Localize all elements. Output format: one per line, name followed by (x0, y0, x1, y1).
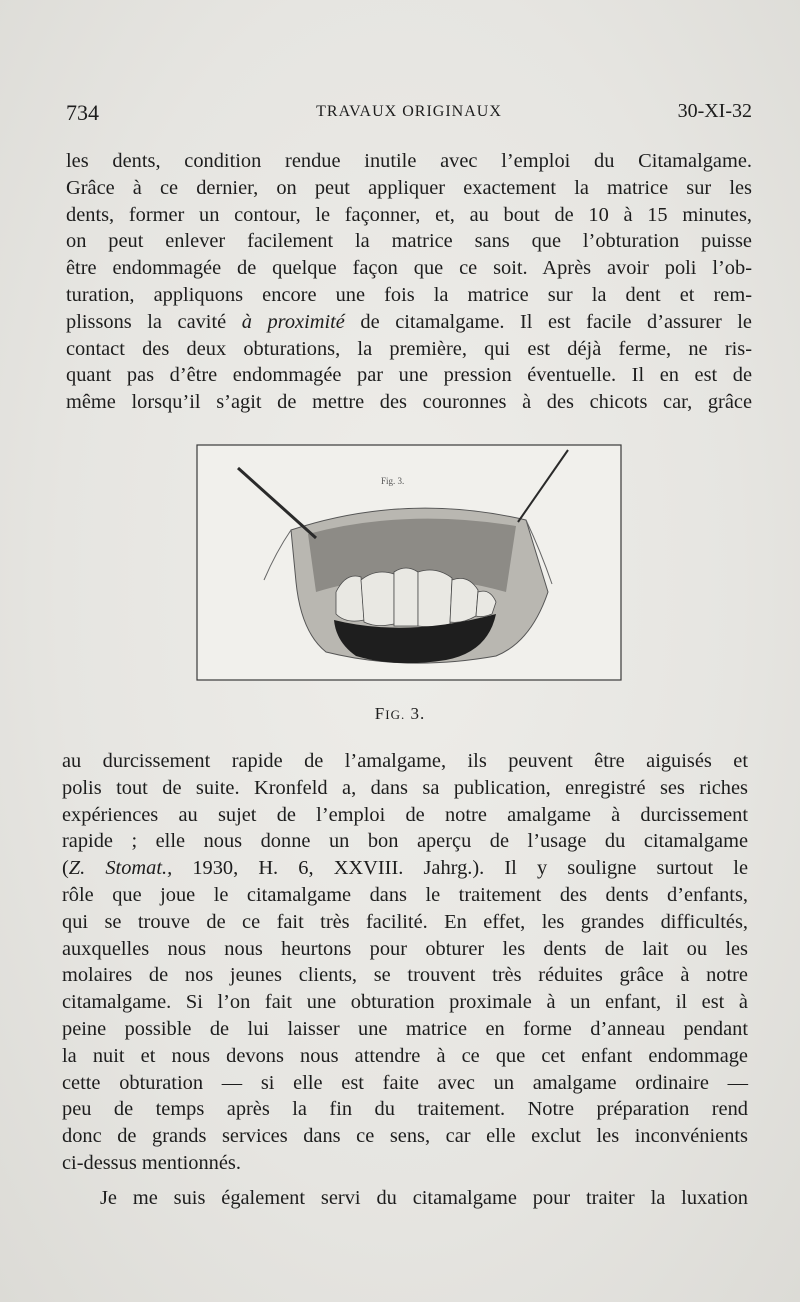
paragraph-2 (62, 748, 748, 1177)
text-line: rapide ; elle nous donne un bon aperçu de l’usage du citamalgame (62, 830, 748, 853)
text-line: turation, appliquons encore une fois la matrice sur la dent et rem- (66, 283, 752, 306)
text-line: quant pas d’être endommagée par une pression éventuelle. Il en est de (66, 364, 752, 387)
text-line: citamalgame. Si l’on fait une obturation proximale à un enfant, il est à (62, 991, 748, 1014)
text-line-citation (62, 855, 748, 882)
page-number: 734 (66, 100, 99, 125)
text-line: les dents, condition rendue inutile avec l’emploi du Citamalgame. (66, 150, 752, 172)
text-segment: 1930, H. 6, XXVIII. Jahrg.). Il y souligne surtout le (172, 857, 748, 880)
text-line: même lorsqu’il s’agit de mettre des couronnes à des chicots car, grâce (66, 391, 752, 414)
text-line-with-italic (66, 309, 752, 336)
text-line: la nuit et nous devons nous attendre à ce que cet enfant endommage (62, 1044, 748, 1067)
text-line: auxquelles nous nous heurtons pour obturer les dents de lait ou les (62, 937, 748, 960)
text-segment: ( (62, 857, 69, 880)
text-line: molaires de nos jeunes clients, se trouvent très réduites grâce à notre (62, 964, 748, 987)
mouth-illustration (196, 442, 622, 682)
text-line: Je me suis également servi du citamalgame pour traiter la luxation (100, 1187, 748, 1209)
caption-smallcaps: IG. (385, 707, 406, 722)
paragraph-1 (66, 148, 752, 416)
text-line: donc de grands services dans ce sens, car elle exclut les inconvénients (62, 1125, 748, 1148)
text-line: rôle que joue le citamalgame dans le traitement des dents d’enfants, (62, 883, 748, 906)
running-title: TRAVAUX ORIGINAUX (316, 103, 502, 120)
figure-caption (0, 704, 800, 724)
text-line: peine possible de lui laisser une matrice en forme d’anneau pendant (62, 1017, 748, 1040)
text-line: ci-dessus mentionnés. (62, 1151, 241, 1174)
paragraph-3 (62, 1185, 748, 1212)
text-line: Grâce à ce dernier, on peut appliquer exactement la matrice sur les (66, 176, 752, 199)
caption-prefix: F (374, 704, 386, 723)
text-segment: de citamalgame. Il est facile d’assurer le (344, 310, 752, 333)
text-line: dents, former un contour, le façonner, et, au bout de 10 à 15 minutes, (66, 203, 752, 226)
text-line: cette obturation — si elle est faite avec un amalgame ordinaire — (62, 1071, 748, 1094)
text-line: peu de temps après la fin du traitement. Notre préparation rend (62, 1098, 748, 1121)
text-line: expériences au sujet de l’emploi de notre amalgame à durcissement (62, 803, 748, 826)
issue-date: 30-XI-32 (677, 100, 752, 122)
figure-illustration (196, 442, 622, 682)
figure-inner-label: Fig. 3. (381, 476, 405, 486)
text-line: contact des deux obturations, la première, qui est déjà ferme, ne ris- (66, 337, 752, 360)
text-line: qui se trouve de ce fait très facilité. En effet, les grandes difficultés, (62, 910, 748, 933)
text-line: être endommagée de quelque façon que ce soit. Après avoir poli l’ob- (66, 257, 752, 280)
text-line: polis tout de suite. Kronfeld a, dans sa publication, enregistré ses riches (62, 776, 748, 799)
text-segment: plissons la cavité (66, 310, 242, 333)
caption-number: 3. (405, 704, 426, 723)
journal-citation: Z. Stomat., (68, 857, 173, 880)
text-line: au durcissement rapide de l’amalgame, ils peuvent être aiguisés et (62, 750, 748, 772)
text-line: on peut enlever facilement la matrice sans que l’obturation puisse (66, 230, 752, 253)
italic-phrase: à proximité (241, 310, 345, 333)
running-header (66, 100, 752, 126)
